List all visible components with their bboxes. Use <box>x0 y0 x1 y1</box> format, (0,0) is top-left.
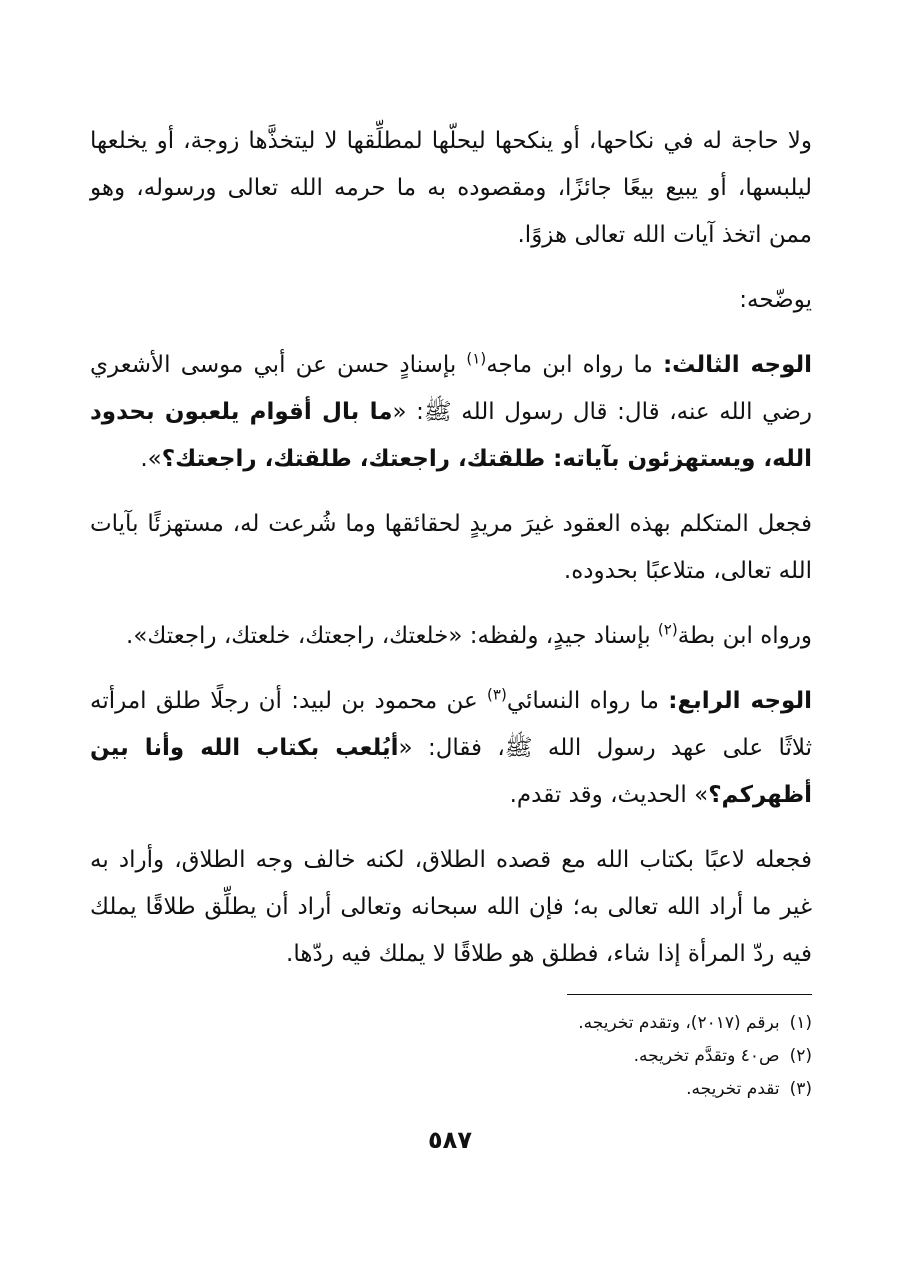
footnote-marker: (٢) <box>657 620 678 639</box>
footnote-number: (١) <box>789 1013 812 1033</box>
footnotes <box>90 994 812 1106</box>
paragraph <box>90 837 812 978</box>
bold-text: الوجه الثالث: <box>662 352 813 378</box>
footnote-text: تقدم تخريجه. <box>686 1079 780 1099</box>
footnote-item <box>90 1007 812 1040</box>
text-run: » الحديث، وقد تقدم. <box>509 782 709 808</box>
text-run: فجعله لاعبًا بكتاب الله مع قصده الطلاق، لكنه خالف وجه الطلاق، وأراد به غير ما أراد الله تعالى به؛ فإن الله سبحانه وتعالى أراد أن يطلِّق طلاقًا يملك فيه ردّ المرأة إذا شاء، فطلق هو طلاقًا لا يملك فيه ردّها. <box>90 847 812 967</box>
text-run: ما رواه النسائي <box>506 688 669 714</box>
paragraph <box>90 613 812 660</box>
main-text <box>90 118 812 996</box>
footnote-item <box>90 1073 812 1106</box>
paragraph <box>90 118 812 259</box>
footnote-item <box>90 1040 812 1073</box>
text-run: ولا حاجة له في نكاحها، أو ينكحها ليحلّها لمطلِّقها لا ليتخذَّها زوجة، أو يخلعها ليلبسها، أو يبيع بيعًا جائزًا، ومقصوده به ما حرمه الله تعالى ورسوله، وهو ممن اتخذ آيات الله تعالى هزوًا. <box>90 128 812 248</box>
text-run: بإسنادٍ حسن عن أبي موسى الأشعري رضي الله عنه، قال: قال رسول الله ﷺ: « <box>90 352 812 425</box>
footnote-number: (٣) <box>789 1079 812 1099</box>
footnote-marker: (١) <box>466 349 487 368</box>
text-run: فجعل المتكلم بهذه العقود غيرَ مريدٍ لحقائقها وما شُرعت له، مستهزئًا بآيات الله تعالى، متلاعبًا بحدوده. <box>90 511 812 584</box>
paragraph <box>90 501 812 595</box>
footnote-text: برقم (٢٠١٧)، وتقدم تخريجه. <box>578 1013 780 1033</box>
paragraph <box>90 277 812 324</box>
footnote-text: ص٤٠ وتقدَّم تخريجه. <box>633 1046 780 1066</box>
bold-text: أيُلعب بكتاب الله وأنا بين أظهركم؟ <box>90 735 812 808</box>
text-run: ». <box>140 446 162 472</box>
text-run: بإسناد جيدٍ، ولفظه: «خلعتك، راجعتك، خلعتك، راجعتك». <box>126 623 658 649</box>
paragraph <box>90 342 812 483</box>
paragraph <box>90 678 812 819</box>
footnote-marker: (٣) <box>487 685 507 704</box>
text-run: عن محمود بن لبيد: أن رجلًا طلق امرأته ثلاثًا على عهد رسول الله ﷺ، فقال: « <box>90 688 813 761</box>
footnote-divider <box>567 994 812 995</box>
text-run: ورواه ابن بطة <box>677 623 812 649</box>
text-run: يوضّحه: <box>739 287 812 313</box>
footnote-number: (٢) <box>789 1046 812 1066</box>
text-run: ما رواه ابن ماجه <box>486 352 663 378</box>
bold-text: ما بال أقوام يلعبون بحدود الله، ويستهزئون بآياته: طلقتك، راجعتك، طلقتك، راجعتك؟ <box>90 399 812 472</box>
page-number: ٥٨٧ <box>428 1126 472 1154</box>
bold-text: الوجه الرابع: <box>668 688 812 714</box>
